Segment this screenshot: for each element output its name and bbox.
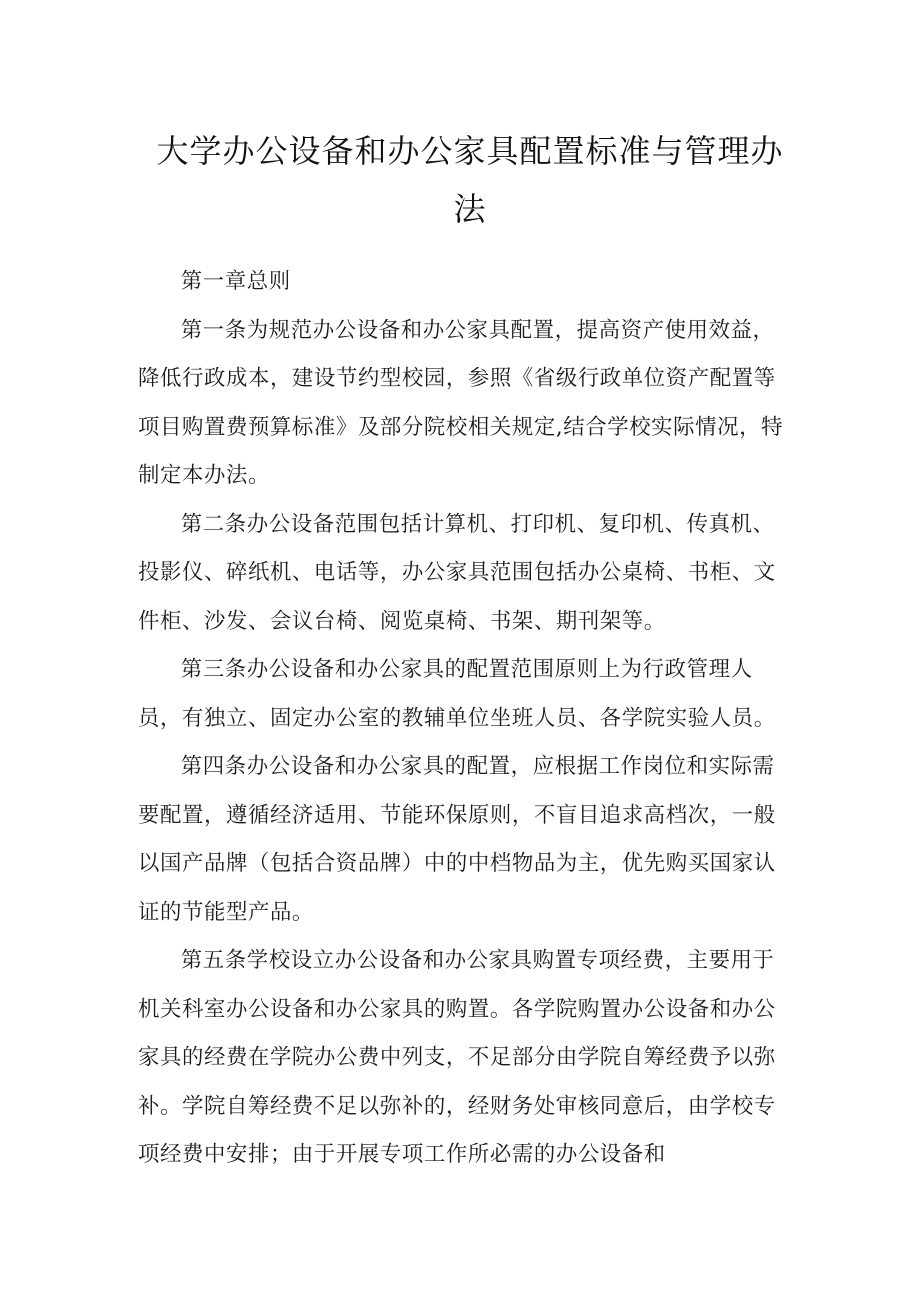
document-title: 大学办公设备和办公家具配置标准与管理办法 — [156, 132, 784, 228]
chapter-heading: 第一章总则 — [180, 269, 291, 294]
article-3: 第三条办公设备和办公家具的配置范围原则上为行政管理人员，有独立、固定办公室的教辅单位坐班人员、各学院实验人员。 — [138, 657, 776, 731]
article-5: 第五条学校设立办公设备和办公家具购置专项经费，主要用于机关科室办公设备和办公家具的购置。各学院购置办公设备和办公家具的经费在学院办公费中列支，不足部分由学院自筹经费予以弥补。学院自筹经费不足以弥补的，经财务处审核同意后，由学校专项经费中安排；由于开展专项工作所必需的办公设备和 — [138, 948, 776, 1167]
article-1: 第一条为规范办公设备和办公家具配置，提高资产使用效益，降低行政成本，建设节约型校园，参照《省级行政单位资产配置等项目购置费预算标准》及部分院校相关规定,结合学校实际情况，特制定本办法。 — [138, 317, 784, 488]
article-2: 第二条办公设备范围包括计算机、打印机、复印机、传真机、投影仪、碎纸机、电话等，办公家具范围包括办公桌椅、书柜、文件柜、沙发、会议台椅、阅览桌椅、书架、期刊架等。 — [138, 511, 776, 634]
article-4: 第四条办公设备和办公家具的配置，应根据工作岗位和实际需要配置，遵循经济适用、节能环保原则，不盲目追求高档次，一般以国产品牌（包括合资品牌）中的中档物品为主，优先购买国家认证的节能型产品。 — [138, 754, 776, 925]
document-body — [138, 258, 788, 1180]
